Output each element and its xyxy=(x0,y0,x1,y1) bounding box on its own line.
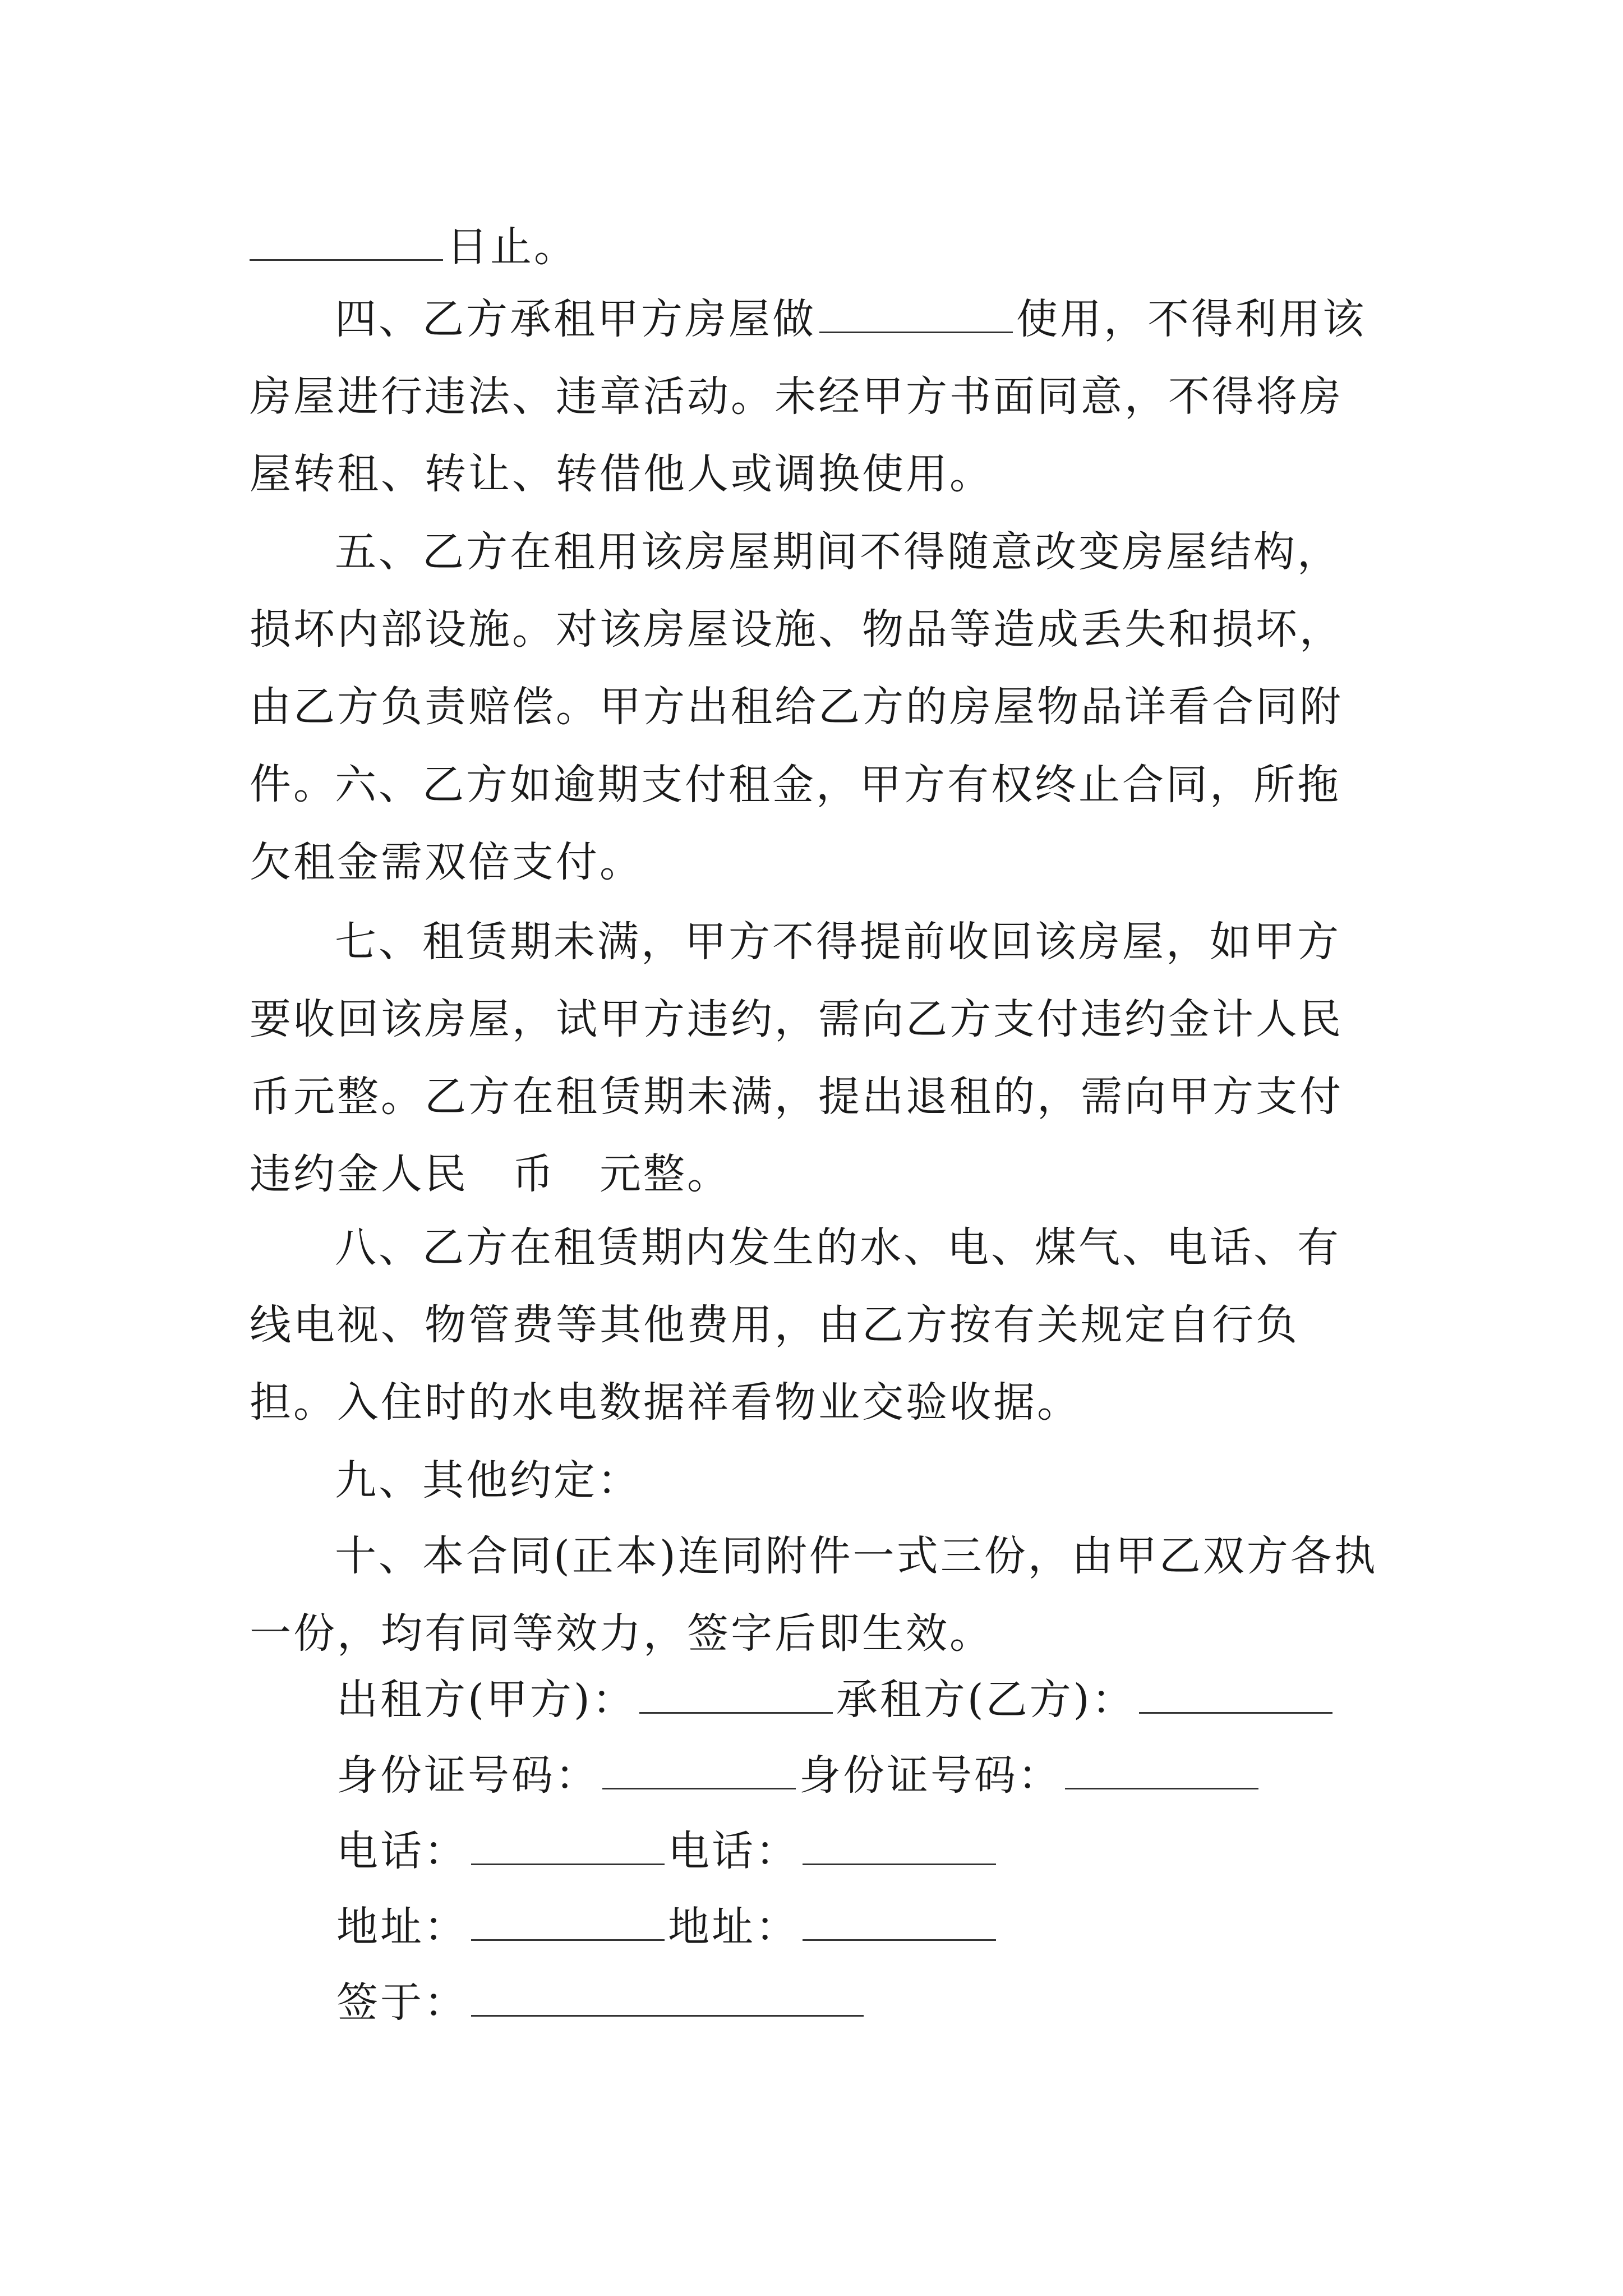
clause-8: 八、乙方在租赁期内发生的水、电、煤气、电话、有线电视、物管费等其他费用，由乙方按有关规定自行负担。入住时的水电数据祥看物业交验收据。 xyxy=(250,1223,1341,1427)
phone-label-lessee: 电话： xyxy=(668,1827,799,1875)
blank-field xyxy=(250,220,443,261)
clause-7: 七、租赁期未满，甲方不得提前收回该房屋，如甲方要收回该房屋，试甲方违约，需向乙方支付违约金计人民币元整。乙方在租赁期未满，提出退租的，需向甲方支付违约金人民 币 元整。 xyxy=(250,918,1343,1198)
line-end-date xyxy=(250,216,578,278)
signed-at-label: 签于： xyxy=(336,1978,468,2027)
signature-row-address xyxy=(336,1896,999,1958)
clause-4-text-b: 使用，不得利用该房屋进行违法、违章活动。未经甲方书面同意，不得将房屋转租、转让、转借他人或调换使用。 xyxy=(250,295,1366,498)
clause-9: 九、其他约定： xyxy=(335,1456,641,1504)
clause-4-text-a: 四、乙方承租甲方房屋做 xyxy=(335,295,816,343)
address-blank-lessee xyxy=(803,1900,996,1941)
address-label-lessee: 地址： xyxy=(668,1903,799,1951)
id-blank-lessee xyxy=(1065,1749,1258,1789)
phone-blank-lessee xyxy=(803,1824,996,1865)
signature-row-parties xyxy=(336,1669,1336,1731)
lessee-label: 承租方(乙方)： xyxy=(836,1676,1136,1724)
signed-at-blank xyxy=(471,1976,864,2017)
lessee-blank xyxy=(1139,1673,1332,1714)
clause-4 xyxy=(250,280,1382,513)
lessor-blank xyxy=(639,1673,833,1714)
end-date-suffix: 日止。 xyxy=(446,223,578,271)
signature-row-signed-at xyxy=(336,1972,867,2033)
phone-label-lessor: 电话： xyxy=(336,1827,468,1875)
address-label-lessor: 地址： xyxy=(336,1903,468,1951)
id-label-lessee: 身份证号码： xyxy=(799,1751,1062,1800)
phone-blank-lessor xyxy=(471,1824,665,1865)
clause-6: 六、乙方如逾期支付租金，甲方有权终止合同，所拖欠租金需双倍支付。 xyxy=(250,761,1341,886)
clause-5: 五、乙方在租用该房屋期间不得随意改变房屋结构，损坏内部设施。对该房屋设施、物品等造成丢失和损坏，由乙方负责赔偿。甲方出租给乙方的房屋物品详看合同附件。 xyxy=(250,528,1343,808)
blank-field xyxy=(819,292,1013,333)
address-blank-lessor xyxy=(471,1900,665,1941)
lessor-label: 出租方(甲方)： xyxy=(336,1676,636,1724)
id-label-lessor: 身份证号码： xyxy=(336,1751,599,1800)
id-blank-lessor xyxy=(602,1749,796,1789)
signature-row-id xyxy=(336,1745,1262,1806)
clause-10: 十、本合同(正本)连同附件一式三份，由甲乙双方各执一份，均有同等效力，签字后即生效。 xyxy=(250,1532,1378,1658)
signature-row-phone xyxy=(336,1820,999,1882)
